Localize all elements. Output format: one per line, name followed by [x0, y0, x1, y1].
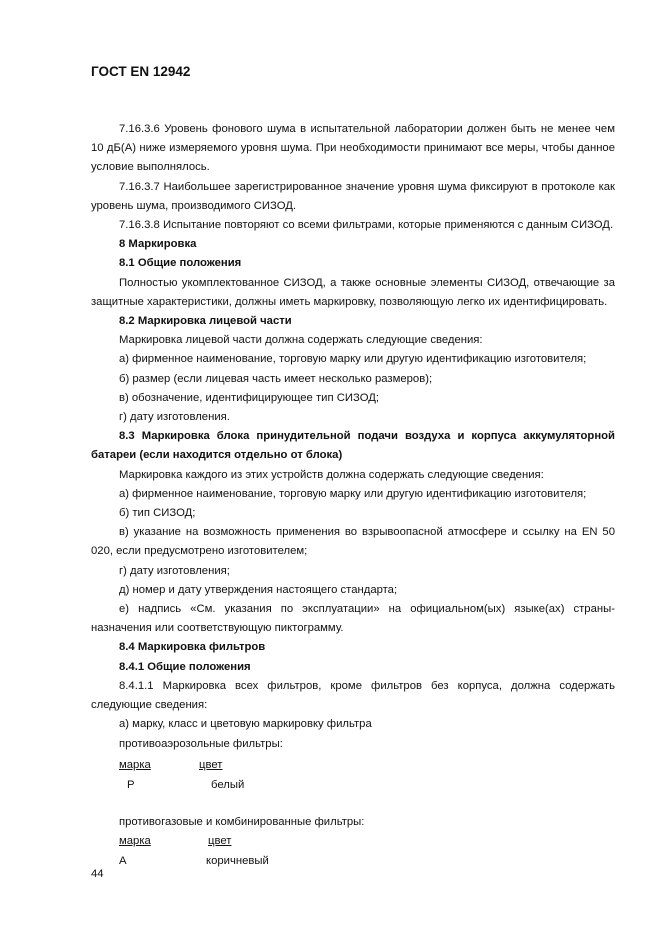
aerosol-col-mark: марка: [119, 758, 151, 771]
list-item-8-2-b: б) размер (если лицевая часть имеет несколько размеров);: [119, 372, 433, 385]
list-item-8-3-c: в) указание на возможность применения во взрывоопасной атмосфере и ссылку на EN 50 020, если предусмотрено изготовителем;: [91, 526, 615, 558]
paragraph-8-3-intro: Маркировка каждого из этих устройств должна содержать следующие сведения:: [119, 468, 544, 481]
list-item-8-3-e: д) номер и дату утверждения настоящего стандарта;: [119, 583, 398, 596]
list-item-8-3-d: г) дату изготовления;: [119, 564, 230, 577]
section-heading-8: 8 Маркировка: [119, 238, 197, 251]
paragraph-7-16-3-7-line1: 7.16.3.7 Наибольшее зарегистрированное значение уровня шума фиксируют в протоколе как: [119, 180, 615, 193]
list-item-8-3-b: б) тип СИЗОД;: [119, 507, 196, 520]
paragraph-8-1: Полностью укомплектованное СИЗОД, а также основные элементы СИЗОД, отвечающие за защитные характеристики, должны иметь маркировку, позволяющую легко их идентифицировать.: [91, 276, 615, 308]
paragraph-7-16-3-6-line1: 7.16.3.6 Уровень фонового шума в испытательной лаборатории должен быть не менее чем: [119, 123, 615, 135]
list-item-8-2-a: а) фирменное наименование, торговую марку или другую идентификацию изготовителя;: [119, 353, 587, 366]
paragraph-7-16-3-7-cont: уровень шума, производимого СИЗОД.: [91, 199, 297, 212]
aerosol-filters-label: противоаэрозольные фильтры:: [119, 737, 283, 750]
paragraph-8-2-intro: Маркировка лицевой части должна содержать следующие сведения:: [119, 334, 483, 347]
list-item-8-2-c: в) обозначение, идентифицирующее тип СИЗОД;: [119, 391, 380, 404]
list-item-8-3-a: а) фирменное наименование, торговую марку или другую идентификацию изготовителя;: [119, 487, 587, 500]
gas-table-row: [91, 852, 615, 871]
aerosol-table-header: [91, 756, 615, 775]
gas-col-mark: марка: [119, 835, 151, 848]
section-heading-8-1: 8.1 Общие положения: [119, 257, 242, 270]
paragraph-7-16-3-8: 7.16.3.8 Испытание повторяют со всеми фильтрами, которые применяются с данным СИЗОД.: [119, 219, 614, 232]
gas-col-color: цвет: [208, 835, 232, 848]
list-item-8-3-f: е) надпись «См. указания по эксплуатации» на официальном(ых) языке(ах) страны-назначения или соответствующую пиктограмму.: [91, 603, 615, 635]
paragraph-7-16-3-6-cont: 10 дБ(А) ниже измеряемого уровня шума. При необходимости принимают все меры, чтобы данное условие выполнялось.: [91, 142, 615, 174]
aerosol-row-mark: Р: [127, 778, 135, 791]
document-body: [91, 120, 615, 871]
aerosol-col-color: цвет: [199, 758, 223, 771]
gas-filters-label: противогазовые и комбинированные фильтры:: [119, 816, 365, 829]
document-header: ГОСТ EN 12942: [91, 64, 191, 79]
aerosol-table-row: [91, 776, 615, 795]
list-item-8-4-1-1-a: а) марку, класс и цветовую маркировку фильтра: [119, 718, 372, 731]
list-item-8-2-d: г) дату изготовления.: [119, 411, 230, 424]
gas-row-mark: А: [119, 854, 127, 867]
section-heading-8-3: 8.3 Маркировка блока принудительной подачи воздуха и корпуса аккумуляторной батареи (если находится отдельно от блока): [91, 430, 615, 462]
paragraph-8-4-1-1: 8.4.1.1 Маркировка всех фильтров, кроме фильтров без корпуса, должна содержать следующие сведения:: [91, 679, 615, 712]
aerosol-row-color: белый: [211, 778, 245, 791]
section-heading-8-4-1: 8.4.1 Общие положения: [119, 660, 251, 673]
gas-row-color: коричневый: [206, 854, 269, 867]
section-heading-8-4: 8.4 Маркировка фильтров: [119, 641, 266, 654]
page-number: 44: [91, 868, 104, 880]
section-heading-8-2: 8.2 Маркировка лицевой части: [119, 315, 292, 328]
gas-table-header: [91, 832, 615, 851]
